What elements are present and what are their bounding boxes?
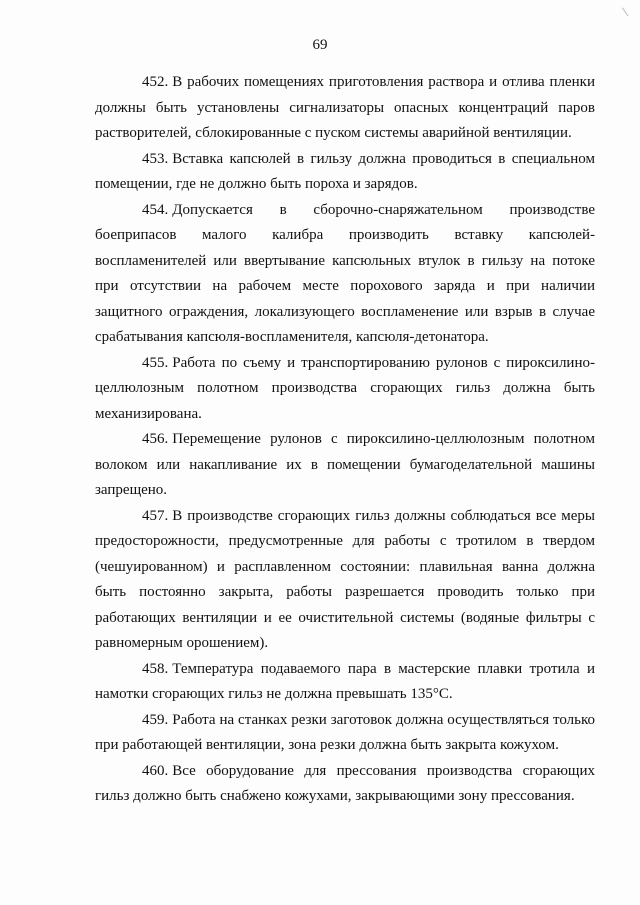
paragraph-text: Допускается в сборочно-снаряжательном производстве боеприпасов малого калибра производить вставку капсюлей-воспламенителей или ввертывание капсюльных втулок в гильзу на потоке при отсутствии на рабочем месте порохового заряда и при наличии защитного ограждения, локализующего воспламенение или взрыв в случае срабатывания капсюля-воспламенителя, капсюля-детонатора.	[95, 201, 595, 345]
paragraph-text: В рабочих помещениях приготовления раствора и отлива пленки должны быть установлены сигнализаторы опасных концентраций паров растворителей, сблокированные с пуском системы аварийной вентиляции.	[95, 74, 595, 141]
paragraph-457	[95, 504, 595, 657]
paragraph-number: 459.	[142, 711, 169, 728]
paragraph-460	[95, 759, 595, 810]
paragraph-number: 453.	[142, 150, 169, 167]
scan-corner-mark	[619, 7, 629, 18]
paragraph-number: 452.	[142, 74, 169, 90]
paragraph-number: 457.	[142, 507, 169, 524]
paragraph-454	[95, 198, 595, 351]
paragraph-number: 456.	[142, 431, 169, 447]
paragraph-452	[95, 70, 595, 147]
paragraph-number: 460.	[142, 762, 169, 779]
paragraph-453	[95, 147, 595, 198]
paragraph-text: Перемещение рулонов с пироксилино-целлюлозным полотном волоком или накапливание их в помещении бумагоделательной машины запрещено.	[95, 431, 595, 498]
paragraph-459	[95, 708, 595, 759]
paragraph-text: Работа по съему и транспортированию рулонов с пироксилино-целлюлозным полотном производства сгорающих гильз должна быть механизирована.	[95, 354, 595, 422]
page-number: 69	[312, 37, 328, 53]
paragraph-text: Температура подаваемого пара в мастерские плавки тротила и намотки сгорающих гильз не должна превышать 135°С.	[95, 660, 595, 702]
document-body	[95, 70, 595, 810]
paragraph-text: Работа на станках резки заготовок должна осуществляться только при работающей вентиляции, зона резки должна быть закрыта кожухом.	[95, 711, 595, 753]
paragraph-455	[95, 351, 595, 428]
paragraph-number: 454.	[142, 201, 169, 218]
paragraph-text: В производстве сгорающих гильз должны соблюдаться все меры предосторожности, предусмотренные для работы с тротилом в твердом (чешуированном) и расплавленном состоянии: плавильная ванна должна быть постоянно закрыта, работы разрешается проводить только при работающих вентиляции и ее очистительной системы (водяные фильтры с равномерным орошением).	[95, 507, 595, 651]
paragraph-458	[95, 657, 595, 708]
paragraph-text: Все оборудование для прессования производства сгорающих гильз должно быть снабжено кожухами, закрывающими зону прессования.	[95, 762, 595, 804]
paragraph-number: 455.	[142, 354, 169, 371]
paragraph-456	[95, 427, 595, 504]
paragraph-text: Вставка капсюлей в гильзу должна проводиться в специальном помещении, где не должно быть пороха и зарядов.	[95, 150, 595, 192]
paragraph-number: 458.	[142, 660, 169, 677]
